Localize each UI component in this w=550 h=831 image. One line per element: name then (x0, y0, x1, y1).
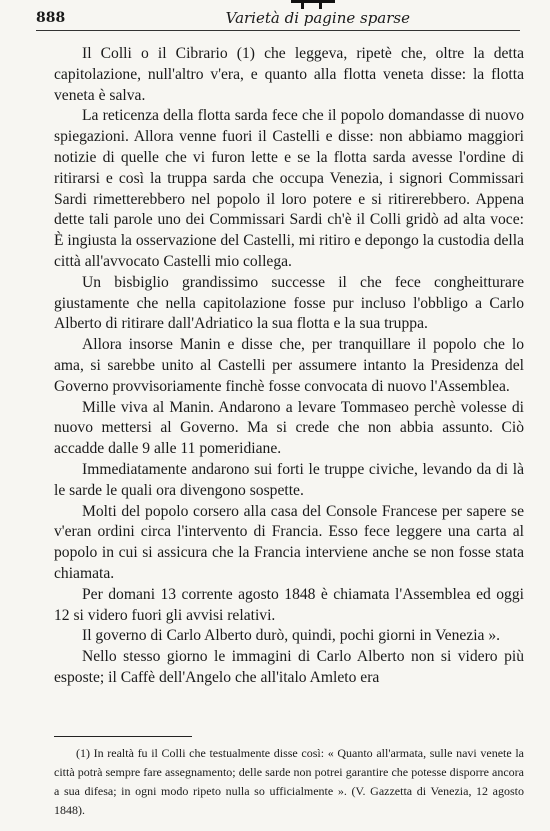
paragraph: Immediatamente andarono sui forti le truppe civiche, levando da di là le sarde le quali ora divengono sospette. (54, 460, 524, 499)
paragraph: Mille viva al Manin. Andarono a levare Tommaseo perchè volesse di nuovo mettersi al Governo. Ma si crede che non abbia assunto. Ciò accadde dalle 9 alle 11 pomeridiane. (54, 398, 524, 458)
paragraph: La reticenza della flotta sarda fece che il popolo domandasse di nuovo spiegazioni. Allora venne fuori il Castelli e disse: non abbiamo maggiori notizie di quelle che vi furon lette e se la flotta sarda avesse l'ordine di ritirarsi e così la truppa sarda che occupa Venezia, i signori Commissari Sardi rimetterebbero nel popolo il loro potere e si ritirerebbero. Appena dette tali parole uno dei Commissari Sardi ch'è il Colli gridò ad alta voce: È ingiusta la osservazione del Castelli, mi ritiro e depongo la custodia della città all'avvocato Castelli mio collega. (54, 107, 524, 270)
paragraph: Molti del popolo corsero alla casa del Console Francese per sapere se v'eran ordini circa l'intervento di Francia. Esso fece leggere una carta al popolo in cui si assicura che la Francia interviene anche se non fosse stata chiamata. (54, 502, 524, 582)
paragraph: Per domani 13 corrente agosto 1848 è chiamata l'Assemblea ed oggi 12 si videro fuori gli avvisi relativi. (54, 585, 524, 624)
paragraph: Un bisbiglio grandissimo successe il che fece congheitturare giustamente che nella capitolazione fosse pur incluso l'obbligo a Carlo Alberto di ritirare dall'Adriatico la sua flotta e la sua truppa. (54, 273, 524, 333)
body-text (54, 44, 524, 689)
ornament-icon (291, 0, 335, 11)
running-title: Varietà di pagine sparse (225, 9, 410, 27)
footnote-divider (54, 736, 192, 737)
paragraph: Nello stesso giorno le immagini di Carlo Alberto non si videro più esposte; il Caffè dell'Angelo che all'italo Amleto era (54, 648, 524, 686)
paragraph: Il governo di Carlo Alberto durò, quindi, pochi giorni in Venezia ». (82, 627, 501, 645)
page-number: 888 (36, 10, 66, 26)
page-header (36, 6, 520, 31)
paragraph: Allora insorse Manin e disse che, per tranquillare il popolo che lo ama, si sarebbe unito al Castelli per assumere intanto la Presidenza del Governo provvisoriamente finchè fosse convocata di nuovo l'Assemblea. (54, 336, 524, 395)
footnote: (1) In realtà fu il Colli che testualmente disse così: « Quanto all'armata, sulle navi venete la città potrà sempre fare assegnamento; delle sarde non potrei garantire che potesse disporre ancora a sua difesa; in ogni modo ripeto nulla so ufficialmente ». (V. Gazzetta di Venezia, 12 agosto 1848). (54, 746, 524, 817)
paragraph: Il Colli o il Cibrario (1) che leggeva, ripetè che, oltre la detta capitolazione, null'altro v'era, e quanto alla flotta veneta disse: la flotta veneta è salva. (54, 45, 524, 104)
